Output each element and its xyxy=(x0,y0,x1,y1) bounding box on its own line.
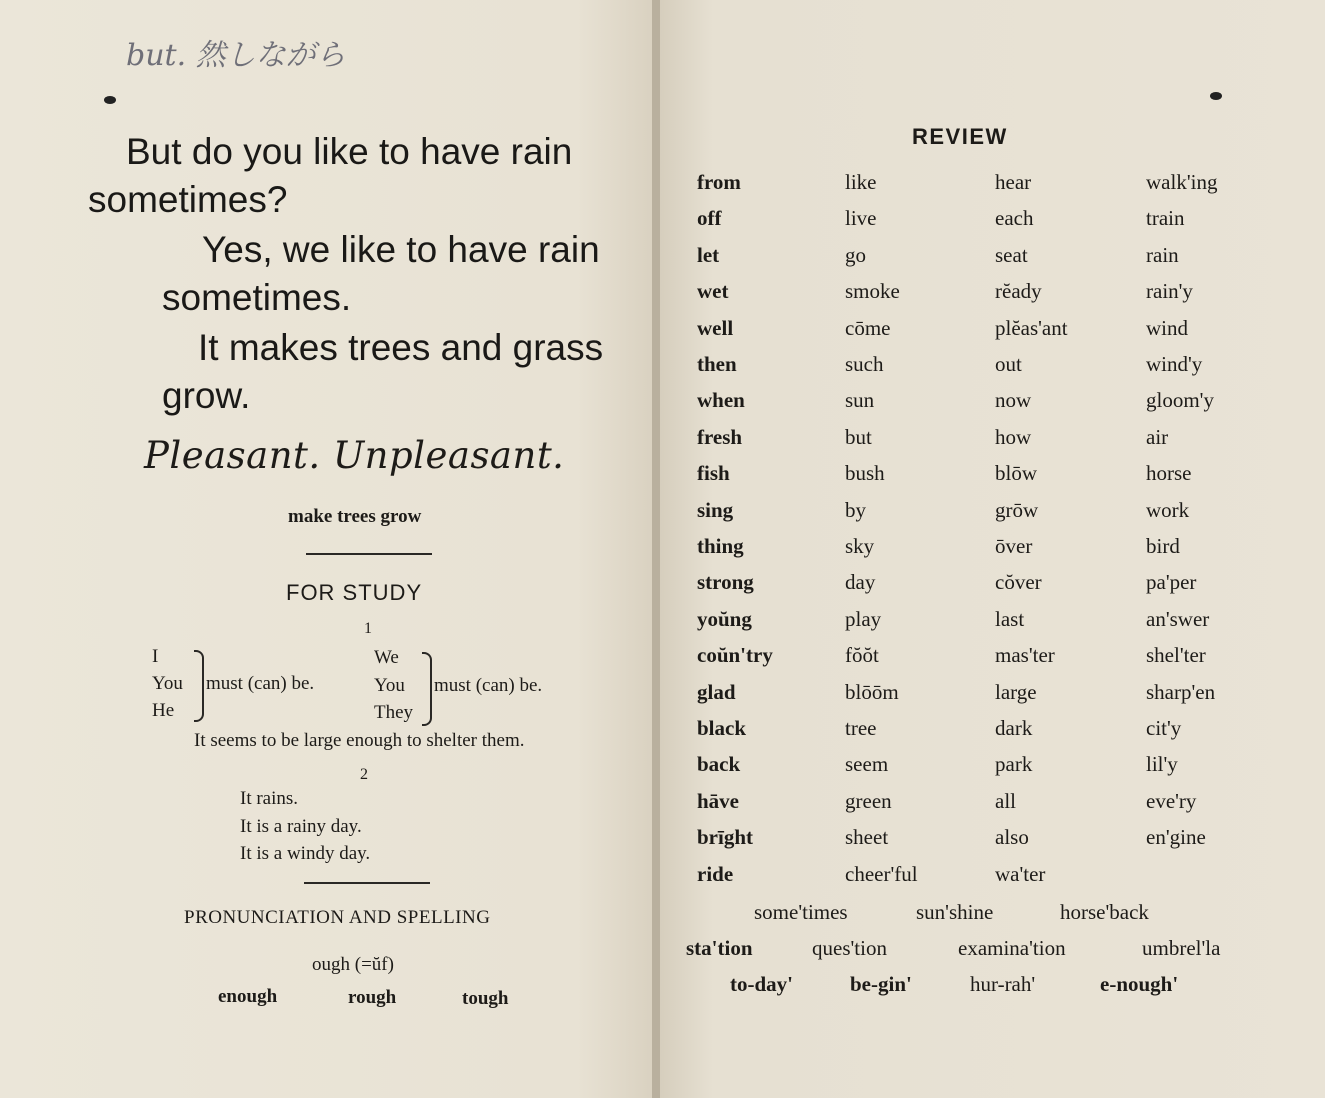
review-word: cōme xyxy=(845,315,891,340)
review-word: glad xyxy=(697,679,736,704)
pronoun: We xyxy=(374,647,399,668)
seems-sentence: It seems to be large enough to shelter them. xyxy=(194,730,525,751)
review-word: green xyxy=(845,788,892,813)
ough-word: enough xyxy=(218,986,278,1007)
review-word: go xyxy=(845,242,866,267)
review-word: bird xyxy=(1146,534,1180,558)
review-word: wind xyxy=(1146,315,1188,340)
review-word: sun xyxy=(845,388,875,413)
review-word: play xyxy=(845,606,882,631)
paragraph-line: Yes, we like to have rain xyxy=(202,229,600,270)
row-word: examina'tion xyxy=(958,936,1066,960)
review-word: wind'y xyxy=(1146,352,1203,376)
paragraph-line: It makes trees and grass xyxy=(198,327,604,368)
left-page xyxy=(0,0,655,1098)
rain-sentence: It is a rainy day. xyxy=(240,816,362,837)
rain-sentence: It rains. xyxy=(240,788,299,809)
review-word: cit'y xyxy=(1146,716,1182,740)
review-word: from xyxy=(697,170,741,194)
review-word: such xyxy=(845,352,884,376)
review-word: large xyxy=(995,679,1037,704)
review-word: dark xyxy=(995,716,1033,740)
for-study-heading: FOR STUDY xyxy=(286,580,423,605)
review-word: sky xyxy=(845,534,875,558)
must-can-be: must (can) be. xyxy=(206,673,315,694)
review-word: now xyxy=(995,388,1032,413)
review-word: walk'ing xyxy=(1146,170,1218,194)
printer-mark xyxy=(1210,92,1222,100)
review-word: pa'per xyxy=(1146,570,1197,595)
review-word: fresh xyxy=(697,424,743,449)
brace xyxy=(422,652,432,726)
review-word: mas'ter xyxy=(995,643,1055,668)
row-word: be-gin' xyxy=(850,972,912,996)
review-word: seem xyxy=(845,752,889,777)
review-word: let xyxy=(697,242,720,267)
review-word: each xyxy=(995,206,1034,231)
review-word: back xyxy=(697,752,741,777)
brace xyxy=(194,650,204,722)
review-word: cŏver xyxy=(995,570,1042,595)
section-number: 1 xyxy=(364,620,372,637)
review-word: shel'ter xyxy=(1146,643,1206,668)
review-word: air xyxy=(1146,424,1169,449)
pronoun: I xyxy=(152,646,159,667)
section-number: 2 xyxy=(360,766,368,783)
review-word: coŭn'try xyxy=(697,643,773,668)
review-word: hear xyxy=(995,170,1032,194)
pronunciation-heading: PRONUNCIATION AND SPELLING xyxy=(184,907,491,928)
ough-word: tough xyxy=(462,988,509,1009)
row-word: some'times xyxy=(754,900,848,924)
ough-word: rough xyxy=(348,987,397,1008)
review-word: an'swer xyxy=(1146,606,1210,631)
row-word: sun'shine xyxy=(916,900,994,924)
must-can-be: must (can) be. xyxy=(434,675,543,696)
handwritten-note: but. 然しながら xyxy=(126,38,346,73)
review-word: day xyxy=(845,570,876,595)
review-word: rain'y xyxy=(1146,279,1193,304)
review-word: wet xyxy=(697,279,729,304)
review-word: but xyxy=(845,424,872,449)
review-word: blōw xyxy=(995,461,1037,486)
rain-sentence: It is a windy day. xyxy=(240,843,371,864)
review-word: sharp'en xyxy=(1146,679,1216,704)
paragraph-line: sometimes? xyxy=(88,179,288,220)
review-word: how xyxy=(995,424,1032,449)
review-word: rĕady xyxy=(995,279,1042,304)
review-word: train xyxy=(1146,206,1185,231)
pronoun: He xyxy=(152,700,175,721)
review-word: smoke xyxy=(845,279,900,304)
review-word: park xyxy=(995,752,1033,777)
printer-mark xyxy=(104,96,116,104)
review-word: last xyxy=(995,606,1025,631)
review-word: out xyxy=(995,352,1022,376)
review-word: strong xyxy=(697,570,754,595)
review-word: off xyxy=(697,206,722,231)
pronoun: You xyxy=(374,675,405,696)
paragraph-line: But do you like to have rain xyxy=(126,131,573,172)
row-word: hur-rah' xyxy=(970,972,1036,996)
row-word: to-day' xyxy=(730,972,793,996)
review-title: REVIEW xyxy=(912,124,1008,149)
review-word: black xyxy=(697,716,747,740)
review-word: blōōm xyxy=(845,679,899,704)
script-words: Pleasant. Unpleasant. xyxy=(144,434,565,477)
pronoun: They xyxy=(374,702,414,723)
review-word: live xyxy=(845,206,877,231)
row-word: horse'back xyxy=(1060,900,1149,924)
phrase-make-trees-grow: make trees grow xyxy=(288,506,422,527)
review-word: horse xyxy=(1146,461,1192,486)
review-word: ride xyxy=(697,861,734,886)
review-word: ōver xyxy=(995,534,1033,558)
review-word: thing xyxy=(697,534,744,558)
review-word: en'gine xyxy=(1146,825,1206,850)
review-word: then xyxy=(697,352,737,376)
review-word: hāve xyxy=(697,788,739,813)
review-word: all xyxy=(995,788,1016,813)
row-word: ques'tion xyxy=(812,936,887,960)
review-word: when xyxy=(697,388,745,413)
review-word: work xyxy=(1146,497,1190,522)
review-word: gloom'y xyxy=(1146,388,1214,413)
review-word: well xyxy=(697,315,734,340)
review-word: lil'y xyxy=(1146,752,1178,777)
paragraph-line: sometimes. xyxy=(162,277,352,318)
right-page xyxy=(660,0,1325,1098)
review-word: eve'ry xyxy=(1146,788,1197,813)
divider xyxy=(304,882,430,884)
ough-rule: ough (=ŭf) xyxy=(312,954,394,975)
review-word: like xyxy=(845,170,877,194)
review-word: tree xyxy=(845,716,877,740)
row-word: e-nough' xyxy=(1100,972,1179,996)
row-word: sta'tion xyxy=(686,936,753,960)
review-word: also xyxy=(995,825,1029,850)
review-word: fŏŏt xyxy=(845,643,879,668)
review-word: grōw xyxy=(995,497,1039,522)
review-word: wa'ter xyxy=(995,861,1046,886)
review-word: fish xyxy=(697,461,730,486)
review-word: sheet xyxy=(845,825,889,850)
review-word: brīght xyxy=(697,825,754,850)
review-word: bush xyxy=(845,461,885,486)
review-word: cheer'ful xyxy=(845,861,918,886)
paragraph-line: grow. xyxy=(162,375,251,416)
review-word: rain xyxy=(1146,242,1179,267)
review-word: yoŭng xyxy=(697,606,752,631)
pronoun: You xyxy=(152,673,183,694)
review-word: sing xyxy=(697,497,734,522)
divider xyxy=(306,553,432,555)
row-word: umbrel'la xyxy=(1142,936,1221,960)
review-word: plĕas'ant xyxy=(995,315,1068,340)
review-word: seat xyxy=(995,242,1028,267)
review-word: by xyxy=(845,497,866,522)
